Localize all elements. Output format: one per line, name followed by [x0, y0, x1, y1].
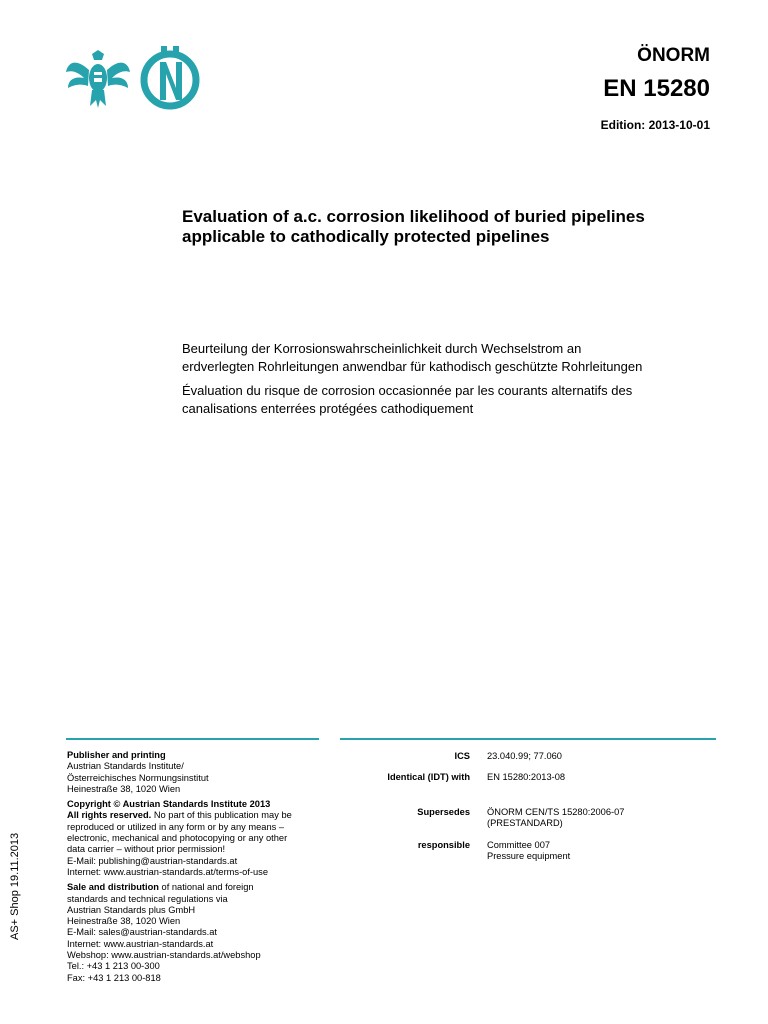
metadata-divider: [340, 738, 716, 740]
responsible-label: responsible: [417, 840, 470, 850]
identical-label: Identical (IDT) with: [387, 772, 470, 782]
rights-bold: All rights reserved.: [67, 810, 152, 821]
publisher-heading: Publisher and printing: [67, 750, 166, 760]
sale-line: Heinestraße 38, 1020 Wien: [67, 916, 181, 927]
sale-section: [67, 882, 327, 984]
shop-stamp-text: AS+ Shop 19.11.2013: [9, 832, 21, 940]
telephone: Tel.: +43 1 213 00-300: [67, 961, 160, 972]
committee-line: Committee 007: [487, 840, 551, 850]
rights-line: data carrier – without prior permission!: [67, 844, 226, 855]
edition-date: Edition: 2013-10-01: [600, 118, 710, 132]
ics-label: ICS: [454, 751, 470, 761]
standard-brand: ÖNORM: [637, 45, 710, 66]
standard-number: EN 15280: [603, 75, 710, 102]
rights-text: No part of this publication may be: [151, 810, 292, 821]
rights-line: reproduced or utilized in any form or by any means –: [67, 821, 285, 832]
sales-email: E-Mail: sales@austrian-standards.at: [67, 927, 217, 938]
internet-url: Internet: www.austrian-standards.at: [67, 938, 214, 949]
publishing-email: E-Mail: publishing@austrian-standards.at: [67, 855, 238, 866]
committee-line: Pressure equipment: [487, 851, 571, 862]
austrian-eagle-logo: [64, 44, 132, 110]
rights-line: [67, 810, 327, 821]
fax: Fax: +43 1 213 00-818: [67, 972, 161, 983]
sale-bold: Sale and distribution: [67, 882, 159, 893]
copyright-heading: Copyright © Austrian Standards Institute 2013: [67, 799, 271, 810]
french-title: [182, 382, 682, 418]
document-title: Evaluation of a.c. corrosion likelihood of buried pipelines applicable to cathodically protected pipelines: [182, 207, 645, 246]
rights-line: electronic, mechanical and photocopying or any other: [67, 833, 288, 844]
on-standards-logo: [138, 44, 202, 110]
responsible-value: [487, 840, 570, 863]
publisher-line: Heinestraße 38, 1020 Wien: [67, 783, 181, 794]
german-title-line: Beurteilung der Korrosionswahrscheinlichkeit durch Wechselstrom an: [182, 341, 582, 356]
webshop-url: Webshop: www.austrian-standards.at/webshop: [67, 950, 261, 961]
imprint-block: [67, 750, 327, 988]
imprint-divider: [66, 738, 319, 740]
sale-line: Austrian Standards plus GmbH: [67, 904, 196, 915]
sale-text: of national and foreign: [158, 882, 254, 893]
publisher-line: Österreichisches Normungsinstitut: [67, 772, 209, 783]
german-title-line: erdverlegten Rohrleitungen anwendbar für kathodisch geschützte Rohrleitungen: [182, 359, 643, 374]
shop-stamp: [6, 826, 22, 942]
terms-url: Internet: www.austrian-standards.at/terms-of-use: [67, 866, 268, 877]
sale-line: [67, 882, 327, 893]
supersedes-label: Supersedes: [417, 807, 470, 817]
copyright-section: [67, 799, 327, 878]
ics-value: 23.040.99; 77.060: [487, 751, 562, 761]
identical-value: EN 15280:2013-08: [487, 772, 566, 782]
supersedes-value: [487, 807, 624, 830]
sale-line: standards and technical regulations via: [67, 893, 228, 904]
supersedes-line: ÖNORM CEN/TS 15280:2006-07: [487, 807, 625, 817]
publisher-section: [67, 750, 327, 795]
french-title-line: Évaluation du risque de corrosion occasionnée par les courants alternatifs des: [182, 383, 633, 398]
supersedes-line: (PRESTANDARD): [487, 818, 563, 829]
publisher-line: Austrian Standards Institute/: [67, 761, 184, 772]
german-title: [182, 340, 682, 376]
french-title-line: canalisations enterrées protégées cathodiquement: [182, 401, 474, 416]
